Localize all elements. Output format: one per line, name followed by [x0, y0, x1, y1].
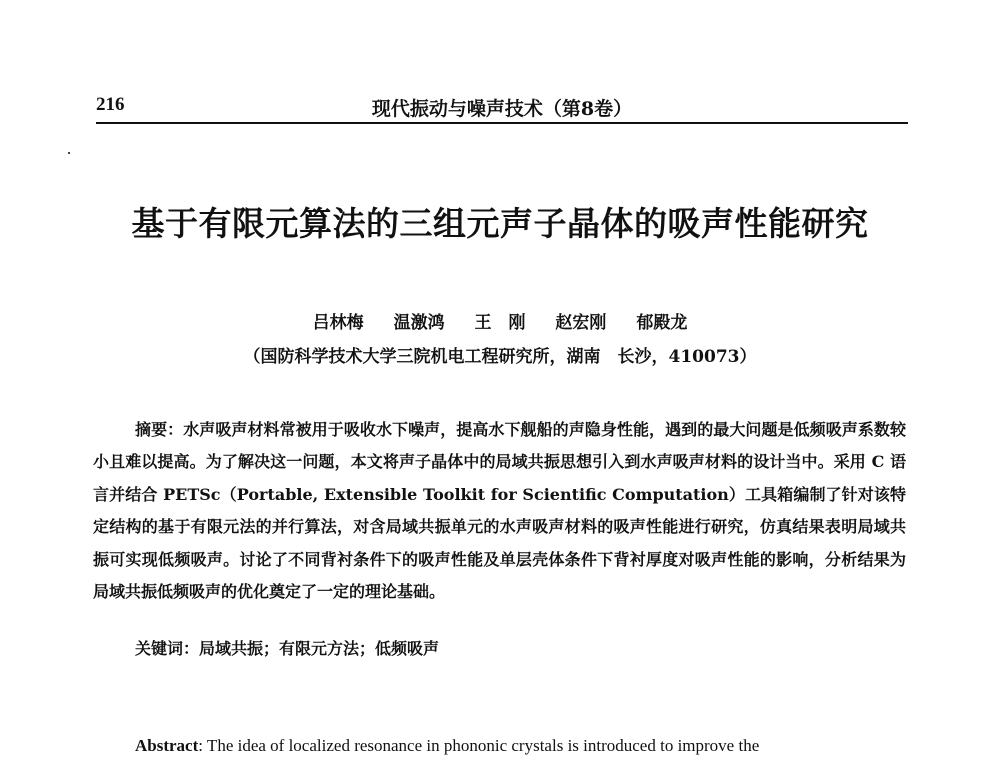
abstract-chinese [93, 414, 906, 608]
page-header [96, 92, 908, 124]
keywords [135, 634, 905, 664]
abstract-label: 摘要： [135, 420, 184, 439]
author-name: 温激鸿 [393, 313, 445, 333]
author-name: 吕林梅 [312, 313, 364, 333]
abstract-text: 水声吸声材料常被用于吸收水下噪声，提高水下舰船的声隐身性能，遇到的最大问题是低频吸声系数较小且难以提高。为了解决这一问题，本文将声子晶体中的局域共振思想引入到水声吸声材料的设计当中。采用 C 语言并结合 PETSc（Portable, Extensible Toolkit for Scientific Computation）工具箱编制了针对该特定结构的基于有限元法的并行算法，对含局域共振单元的水声吸声材料的吸声性能进行研究，仿真结果表明局域共振可实现低频吸声。讨论了不同背衬条件下的吸声性能及单层壳体条件下背衬厚度对吸声性能的影响，分析结果为局域共振低频吸声的优化奠定了一定的理论基础。 [93, 420, 906, 602]
abstract-en-text: : The idea of localized resonance in phononic crystals is introduced to improve the [198, 736, 760, 755]
author-name: 赵宏刚 [555, 313, 607, 333]
abstract-en-label: Abstract [135, 736, 199, 755]
article-title: 基于有限元算法的三组元声子晶体的吸声性能研究 [131, 204, 869, 243]
page-number: 216 [96, 94, 125, 115]
affiliation: （国防科学技术大学三院机电工程研究所，湖南 长沙，410073） [243, 347, 757, 367]
running-title: 现代振动与噪声技术（第8卷） [371, 98, 633, 120]
keywords-label: 关键词： [135, 639, 200, 658]
header-rule [96, 122, 908, 124]
author-name: 王 刚 [474, 313, 526, 333]
abstract-english [135, 732, 905, 760]
keywords-text: 局域共振；有限元方法；低频吸声 [199, 639, 440, 658]
author-list [0, 308, 1000, 333]
author-name: 郁殿龙 [636, 313, 688, 333]
scan-speck [68, 152, 70, 154]
